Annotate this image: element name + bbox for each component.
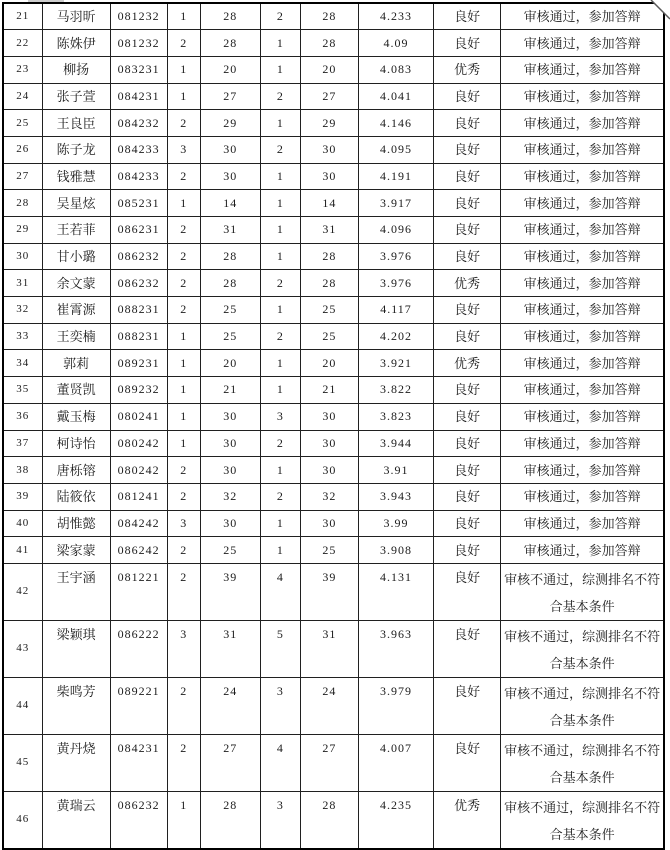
cell-score-1: 2 <box>167 30 200 57</box>
cell-rank-2: 30 <box>300 403 358 430</box>
cell-gpa: 3.908 <box>358 537 433 564</box>
cell-class-id: 088231 <box>110 323 167 350</box>
cell-rank-1: 30 <box>200 163 260 190</box>
cell-row-number: 29 <box>3 217 42 244</box>
cell-score-1: 1 <box>167 56 200 83</box>
cell-grade: 良好 <box>434 243 501 270</box>
cell-class-id: 081241 <box>110 483 167 510</box>
cell-class-id: 084232 <box>110 110 167 137</box>
cell-score-1: 3 <box>167 510 200 537</box>
cell-row-number: 28 <box>3 190 42 217</box>
cell-score-2: 1 <box>260 56 300 83</box>
cell-rank-2: 25 <box>300 323 358 350</box>
cell-rank-2: 31 <box>300 620 358 677</box>
cell-score-1: 2 <box>167 483 200 510</box>
cell-class-id: 089232 <box>110 377 167 404</box>
cell-class-id: 080242 <box>110 457 167 484</box>
cell-rank-1: 20 <box>200 56 260 83</box>
table-row <box>3 377 664 404</box>
cell-score-1: 1 <box>167 190 200 217</box>
cell-class-id: 084242 <box>110 510 167 537</box>
cell-score-2: 2 <box>260 3 300 30</box>
cell-row-number: 42 <box>3 563 42 620</box>
cell-rank-2: 28 <box>300 3 358 30</box>
cell-row-number: 43 <box>3 620 42 677</box>
cell-gpa: 3.99 <box>358 510 433 537</box>
cell-rank-2: 28 <box>300 791 358 849</box>
cell-gpa: 4.09 <box>358 30 433 57</box>
cell-review-result: 审核通过，参加答辩 <box>501 297 664 324</box>
cell-review-result: 审核通过，参加答辩 <box>501 30 664 57</box>
cell-gpa: 4.095 <box>358 136 433 163</box>
table-row <box>3 190 664 217</box>
cell-grade: 良好 <box>434 734 501 791</box>
cell-rank-1: 25 <box>200 323 260 350</box>
cell-grade: 良好 <box>434 190 501 217</box>
cell-name: 陆筱依 <box>42 483 110 510</box>
cell-gpa: 3.976 <box>358 270 433 297</box>
cell-rank-2: 29 <box>300 110 358 137</box>
cell-rank-1: 28 <box>200 270 260 297</box>
cell-grade: 优秀 <box>434 791 501 849</box>
cell-name: 董贤凯 <box>42 377 110 404</box>
review-results-table <box>2 2 665 850</box>
table-row <box>3 83 664 110</box>
cell-grade: 良好 <box>434 430 501 457</box>
cell-score-2: 1 <box>260 243 300 270</box>
cell-score-1: 1 <box>167 323 200 350</box>
cell-rank-2: 20 <box>300 56 358 83</box>
student-review-table <box>2 2 665 850</box>
cell-class-id: 089221 <box>110 677 167 734</box>
cell-name: 吴星炫 <box>42 190 110 217</box>
cell-score-2: 4 <box>260 734 300 791</box>
cell-name: 王若菲 <box>42 217 110 244</box>
cell-rank-2: 20 <box>300 350 358 377</box>
cell-score-2: 1 <box>260 163 300 190</box>
cell-name: 柴鸣芳 <box>42 677 110 734</box>
table-row <box>3 537 664 564</box>
table-row <box>3 677 664 734</box>
cell-gpa: 3.979 <box>358 677 433 734</box>
cell-rank-2: 28 <box>300 270 358 297</box>
cell-name: 张子萱 <box>42 83 110 110</box>
cell-rank-2: 25 <box>300 297 358 324</box>
cell-review-result: 审核通过，参加答辩 <box>501 163 664 190</box>
cell-score-1: 2 <box>167 217 200 244</box>
table-row <box>3 270 664 297</box>
table-row <box>3 110 664 137</box>
cell-grade: 良好 <box>434 217 501 244</box>
cell-rank-1: 27 <box>200 83 260 110</box>
cell-name: 王奕楠 <box>42 323 110 350</box>
cell-score-2: 4 <box>260 563 300 620</box>
cell-score-2: 3 <box>260 677 300 734</box>
cell-class-id: 086232 <box>110 243 167 270</box>
cell-rank-1: 28 <box>200 3 260 30</box>
cell-review-result: 审核通过，参加答辩 <box>501 190 664 217</box>
cell-row-number: 24 <box>3 83 42 110</box>
cell-score-1: 2 <box>167 270 200 297</box>
cell-score-1: 1 <box>167 3 200 30</box>
cell-rank-2: 27 <box>300 83 358 110</box>
cell-grade: 优秀 <box>434 270 501 297</box>
cell-rank-1: 27 <box>200 734 260 791</box>
cell-review-result: 审核通过，参加答辩 <box>501 217 664 244</box>
cell-name: 陈姝伊 <box>42 30 110 57</box>
cell-name: 柯诗怡 <box>42 430 110 457</box>
cell-review-result: 审核通过，参加答辩 <box>501 350 664 377</box>
cell-class-id: 088231 <box>110 297 167 324</box>
cell-rank-1: 30 <box>200 136 260 163</box>
cell-row-number: 45 <box>3 734 42 791</box>
cell-score-1: 1 <box>167 791 200 849</box>
cell-name: 胡惟懿 <box>42 510 110 537</box>
cell-row-number: 21 <box>3 3 42 30</box>
cell-grade: 良好 <box>434 563 501 620</box>
cell-rank-1: 31 <box>200 217 260 244</box>
cell-review-result: 审核通过，参加答辩 <box>501 110 664 137</box>
cell-gpa: 4.041 <box>358 83 433 110</box>
cell-row-number: 27 <box>3 163 42 190</box>
cell-name: 余文蒙 <box>42 270 110 297</box>
cell-grade: 良好 <box>434 323 501 350</box>
table-row <box>3 243 664 270</box>
cell-score-2: 1 <box>260 457 300 484</box>
cell-class-id: 086232 <box>110 270 167 297</box>
table-row <box>3 483 664 510</box>
cell-grade: 良好 <box>434 30 501 57</box>
cell-row-number: 39 <box>3 483 42 510</box>
cell-review-result: 审核通过，参加答辩 <box>501 483 664 510</box>
cell-rank-1: 31 <box>200 620 260 677</box>
cell-score-2: 3 <box>260 791 300 849</box>
cell-gpa: 3.944 <box>358 430 433 457</box>
cell-gpa: 3.823 <box>358 403 433 430</box>
cell-row-number: 44 <box>3 677 42 734</box>
cell-row-number: 30 <box>3 243 42 270</box>
cell-rank-2: 25 <box>300 537 358 564</box>
cell-row-number: 33 <box>3 323 42 350</box>
cell-row-number: 41 <box>3 537 42 564</box>
cell-name: 柳扬 <box>42 56 110 83</box>
table-row <box>3 56 664 83</box>
cell-review-result: 审核不通过，综测排名不符合基本条件 <box>501 791 664 849</box>
table-row <box>3 297 664 324</box>
cell-rank-1: 32 <box>200 483 260 510</box>
cell-rank-1: 25 <box>200 297 260 324</box>
cell-grade: 良好 <box>434 3 501 30</box>
cell-class-id: 085231 <box>110 190 167 217</box>
table-row <box>3 457 664 484</box>
cell-review-result: 审核通过，参加答辩 <box>501 136 664 163</box>
cell-rank-2: 39 <box>300 563 358 620</box>
table-row <box>3 3 664 30</box>
cell-rank-1: 20 <box>200 350 260 377</box>
cell-rank-1: 30 <box>200 430 260 457</box>
cell-grade: 良好 <box>434 403 501 430</box>
cell-rank-1: 30 <box>200 403 260 430</box>
cell-row-number: 46 <box>3 791 42 849</box>
cell-rank-2: 30 <box>300 457 358 484</box>
cell-name: 戴玉梅 <box>42 403 110 430</box>
cell-score-2: 3 <box>260 403 300 430</box>
cell-review-result: 审核通过，参加答辩 <box>501 243 664 270</box>
cell-class-id: 084233 <box>110 163 167 190</box>
cell-review-result: 审核通过，参加答辩 <box>501 510 664 537</box>
cell-gpa: 4.117 <box>358 297 433 324</box>
cell-score-1: 1 <box>167 377 200 404</box>
cell-gpa: 4.235 <box>358 791 433 849</box>
cell-class-id: 081232 <box>110 3 167 30</box>
cell-gpa: 3.917 <box>358 190 433 217</box>
cell-row-number: 37 <box>3 430 42 457</box>
cell-class-id: 081232 <box>110 30 167 57</box>
cell-class-id: 080241 <box>110 403 167 430</box>
cell-score-1: 1 <box>167 430 200 457</box>
cell-score-2: 2 <box>260 430 300 457</box>
cell-class-id: 080242 <box>110 430 167 457</box>
cell-class-id: 086222 <box>110 620 167 677</box>
table-row <box>3 350 664 377</box>
cell-rank-1: 14 <box>200 190 260 217</box>
cell-rank-1: 28 <box>200 243 260 270</box>
cell-score-2: 1 <box>260 110 300 137</box>
cell-score-1: 3 <box>167 136 200 163</box>
cell-review-result: 审核不通过，综测排名不符合基本条件 <box>501 620 664 677</box>
cell-review-result: 审核通过，参加答辩 <box>501 323 664 350</box>
cell-review-result: 审核通过，参加答辩 <box>501 430 664 457</box>
cell-score-1: 2 <box>167 243 200 270</box>
cell-grade: 良好 <box>434 83 501 110</box>
cell-name: 郭莉 <box>42 350 110 377</box>
cell-review-result: 审核通过，参加答辩 <box>501 457 664 484</box>
cell-score-2: 1 <box>260 510 300 537</box>
cell-review-result: 审核通过，参加答辩 <box>501 403 664 430</box>
cell-grade: 优秀 <box>434 350 501 377</box>
cell-score-2: 1 <box>260 297 300 324</box>
table-row <box>3 403 664 430</box>
cell-class-id: 084231 <box>110 734 167 791</box>
cell-gpa: 4.131 <box>358 563 433 620</box>
cell-row-number: 22 <box>3 30 42 57</box>
cell-class-id: 083231 <box>110 56 167 83</box>
cell-name: 唐栎镕 <box>42 457 110 484</box>
cell-score-2: 1 <box>260 350 300 377</box>
cell-name: 甘小璐 <box>42 243 110 270</box>
cell-gpa: 4.083 <box>358 56 433 83</box>
cell-grade: 良好 <box>434 136 501 163</box>
cell-score-2: 2 <box>260 83 300 110</box>
cell-gpa: 3.822 <box>358 377 433 404</box>
cell-name: 黄丹烧 <box>42 734 110 791</box>
cell-rank-2: 27 <box>300 734 358 791</box>
cell-score-1: 2 <box>167 163 200 190</box>
cell-score-1: 2 <box>167 537 200 564</box>
table-row <box>3 563 664 620</box>
cell-rank-2: 14 <box>300 190 358 217</box>
cell-review-result: 审核通过，参加答辩 <box>501 3 664 30</box>
cell-name: 黄瑞云 <box>42 791 110 849</box>
cell-row-number: 32 <box>3 297 42 324</box>
cell-score-1: 2 <box>167 297 200 324</box>
cell-grade: 良好 <box>434 377 501 404</box>
cell-class-id: 084233 <box>110 136 167 163</box>
cell-row-number: 38 <box>3 457 42 484</box>
table-row <box>3 217 664 244</box>
cell-rank-2: 30 <box>300 510 358 537</box>
cell-review-result: 审核通过，参加答辩 <box>501 537 664 564</box>
table-row <box>3 163 664 190</box>
cell-review-result: 审核不通过，综测排名不符合基本条件 <box>501 563 664 620</box>
cell-rank-1: 28 <box>200 791 260 849</box>
cell-gpa: 3.943 <box>358 483 433 510</box>
cell-score-2: 1 <box>260 217 300 244</box>
cell-class-id: 086231 <box>110 217 167 244</box>
cell-name: 梁家蒙 <box>42 537 110 564</box>
cell-row-number: 25 <box>3 110 42 137</box>
cell-review-result: 审核不通过，综测排名不符合基本条件 <box>501 677 664 734</box>
cell-score-1: 1 <box>167 83 200 110</box>
cell-score-1: 2 <box>167 110 200 137</box>
cell-score-2: 1 <box>260 537 300 564</box>
cell-rank-2: 32 <box>300 483 358 510</box>
cell-class-id: 081221 <box>110 563 167 620</box>
cell-rank-2: 30 <box>300 163 358 190</box>
table-row <box>3 791 664 849</box>
table-row <box>3 323 664 350</box>
cell-score-1: 1 <box>167 350 200 377</box>
cell-gpa: 4.096 <box>358 217 433 244</box>
cell-gpa: 4.233 <box>358 3 433 30</box>
cell-row-number: 34 <box>3 350 42 377</box>
cell-name: 王宇涵 <box>42 563 110 620</box>
cell-gpa: 3.963 <box>358 620 433 677</box>
cell-row-number: 31 <box>3 270 42 297</box>
cell-review-result: 审核通过，参加答辩 <box>501 83 664 110</box>
cell-class-id: 084231 <box>110 83 167 110</box>
cell-score-1: 1 <box>167 403 200 430</box>
table-body <box>3 3 664 849</box>
cell-score-1: 3 <box>167 620 200 677</box>
cell-class-id: 089231 <box>110 350 167 377</box>
cell-class-id: 086232 <box>110 791 167 849</box>
cell-class-id: 086242 <box>110 537 167 564</box>
cell-rank-1: 21 <box>200 377 260 404</box>
cell-gpa: 4.007 <box>358 734 433 791</box>
cell-score-2: 1 <box>260 30 300 57</box>
cell-gpa: 3.976 <box>358 243 433 270</box>
cell-grade: 良好 <box>434 620 501 677</box>
screen-corner-artifact <box>646 0 670 24</box>
cell-rank-1: 24 <box>200 677 260 734</box>
cell-grade: 优秀 <box>434 56 501 83</box>
cell-rank-2: 30 <box>300 136 358 163</box>
cell-score-2: 2 <box>260 270 300 297</box>
cell-grade: 良好 <box>434 457 501 484</box>
table-row <box>3 136 664 163</box>
cell-gpa: 3.921 <box>358 350 433 377</box>
cell-grade: 良好 <box>434 677 501 734</box>
cell-name: 崔霄源 <box>42 297 110 324</box>
cell-score-2: 1 <box>260 377 300 404</box>
cell-rank-1: 30 <box>200 457 260 484</box>
table-row <box>3 734 664 791</box>
cell-grade: 良好 <box>434 297 501 324</box>
cell-rank-2: 31 <box>300 217 358 244</box>
cell-score-1: 2 <box>167 563 200 620</box>
cell-review-result: 审核通过，参加答辩 <box>501 377 664 404</box>
cell-row-number: 36 <box>3 403 42 430</box>
cell-row-number: 26 <box>3 136 42 163</box>
cell-score-1: 2 <box>167 734 200 791</box>
cell-row-number: 35 <box>3 377 42 404</box>
cell-grade: 良好 <box>434 537 501 564</box>
cell-rank-2: 28 <box>300 243 358 270</box>
cell-name: 马羽昕 <box>42 3 110 30</box>
cell-score-1: 2 <box>167 677 200 734</box>
cell-score-2: 2 <box>260 323 300 350</box>
cell-review-result: 审核通过，参加答辩 <box>501 270 664 297</box>
cell-row-number: 40 <box>3 510 42 537</box>
cell-name: 梁颖琪 <box>42 620 110 677</box>
cell-rank-2: 28 <box>300 30 358 57</box>
cell-name: 王良臣 <box>42 110 110 137</box>
table-row <box>3 430 664 457</box>
cell-review-result: 审核不通过，综测排名不符合基本条件 <box>501 734 664 791</box>
cell-rank-1: 25 <box>200 537 260 564</box>
cell-score-2: 5 <box>260 620 300 677</box>
cell-grade: 良好 <box>434 510 501 537</box>
cell-gpa: 4.191 <box>358 163 433 190</box>
cell-name: 陈子龙 <box>42 136 110 163</box>
cell-score-2: 1 <box>260 190 300 217</box>
cell-rank-2: 21 <box>300 377 358 404</box>
cell-rank-1: 28 <box>200 30 260 57</box>
cell-score-2: 2 <box>260 483 300 510</box>
cell-row-number: 23 <box>3 56 42 83</box>
cell-gpa: 4.202 <box>358 323 433 350</box>
cell-rank-2: 24 <box>300 677 358 734</box>
cell-rank-1: 30 <box>200 510 260 537</box>
cell-rank-2: 30 <box>300 430 358 457</box>
cell-name: 钱雅慧 <box>42 163 110 190</box>
table-row <box>3 620 664 677</box>
cell-review-result: 审核通过，参加答辩 <box>501 56 664 83</box>
cell-score-1: 2 <box>167 457 200 484</box>
cell-grade: 良好 <box>434 110 501 137</box>
cell-rank-1: 29 <box>200 110 260 137</box>
cell-gpa: 3.91 <box>358 457 433 484</box>
table-row <box>3 30 664 57</box>
cell-gpa: 4.146 <box>358 110 433 137</box>
cell-score-2: 2 <box>260 136 300 163</box>
cell-rank-1: 39 <box>200 563 260 620</box>
cell-grade: 良好 <box>434 483 501 510</box>
cell-grade: 良好 <box>434 163 501 190</box>
table-row <box>3 510 664 537</box>
